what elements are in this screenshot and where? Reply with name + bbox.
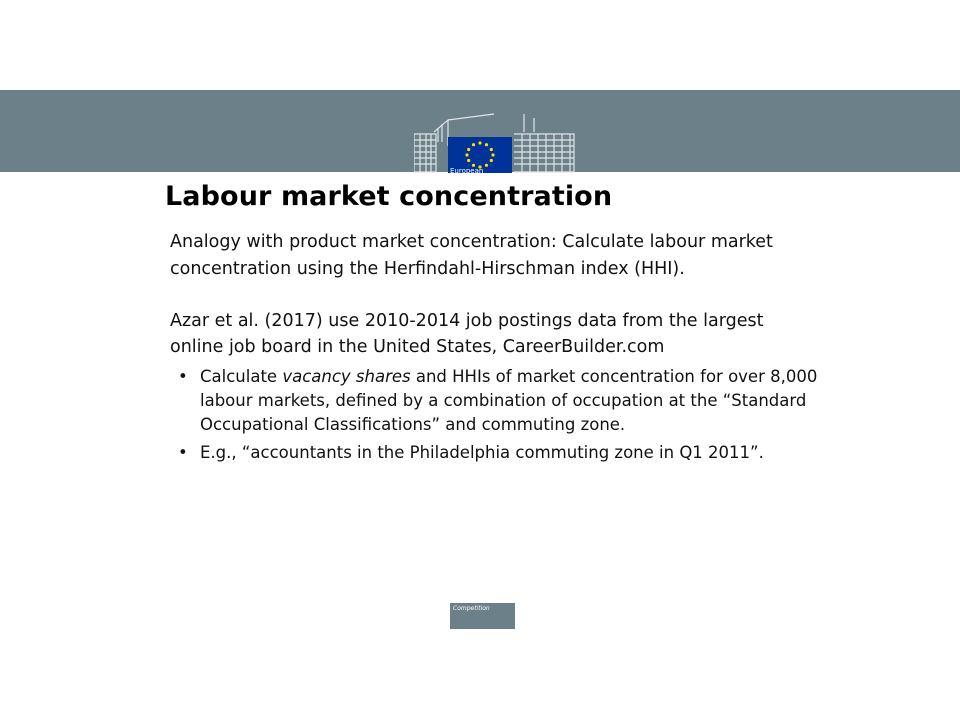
slide-body xyxy=(170,229,820,469)
bullet-list xyxy=(170,365,820,465)
bullet-1-prefix: Calculate xyxy=(200,367,283,386)
bullet-item-2: • E.g., “accountants in the Philadelphia commuting zone in Q1 2011”. xyxy=(200,441,820,465)
competition-badge xyxy=(450,603,515,629)
competition-badge-label: Competition xyxy=(453,605,490,612)
source-paragraph: Azar et al. (2017) use 2010-2014 job postings data from the largest online job board in the United States, CareerBuilder.com xyxy=(170,311,764,357)
logo-line-1: European xyxy=(450,167,484,175)
intro-paragraph: Analogy with product market concentration: Calculate labour market concentration using the Herfindahl-Hirschman index (HHI). xyxy=(170,232,773,279)
bullet-1-rest: and HHIs of market concentration for over 8,000 labour markets, defined by a combination of occupation at the “Standard Occupational Classifications” and commuting zone. xyxy=(200,367,818,434)
bullet-item-1 xyxy=(200,365,820,437)
bullet-1-emphasis: vacancy shares xyxy=(282,367,411,386)
logo-line-2: Commission xyxy=(450,175,493,183)
slide-title: Labour market concentration xyxy=(165,181,613,212)
